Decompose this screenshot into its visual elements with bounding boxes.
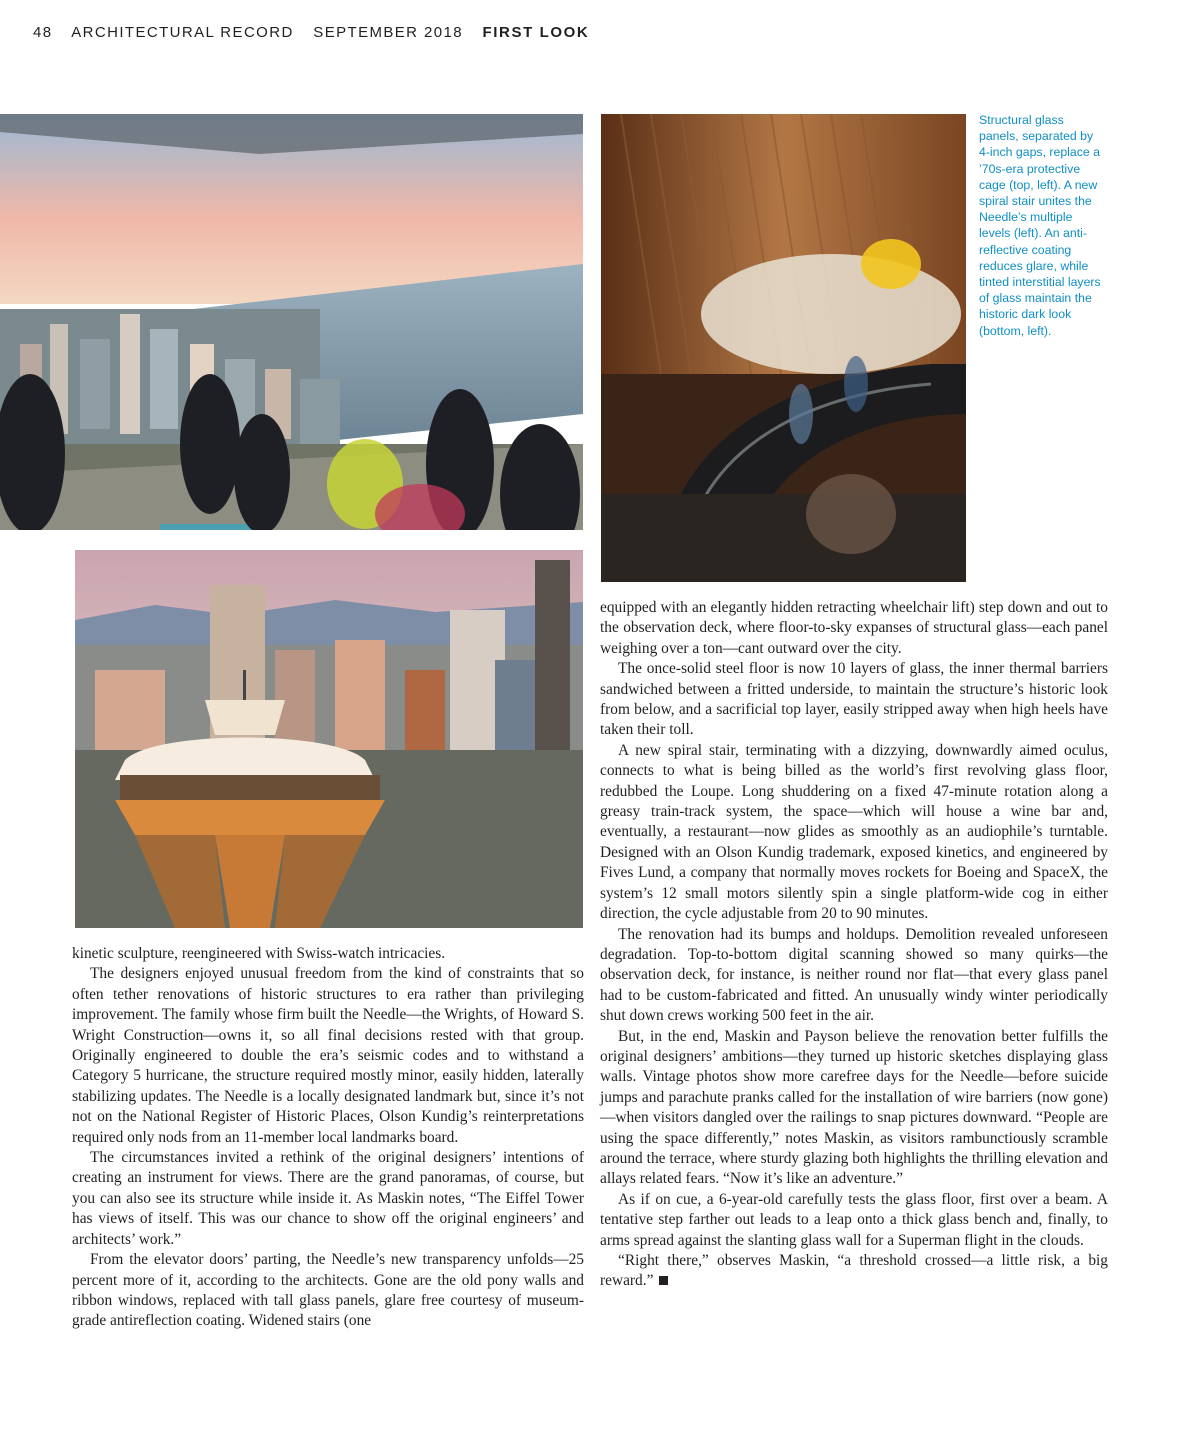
paragraph: The renovation had its bumps and holdups. Demolition revealed unforeseen degradation. Top-to-bottom digital scanning showed so many quirks—the observation deck, for instance, is neither round nor flat—that every glass panel had to be custom-fabricated and fitted. An unusually windy winter periodically shut down crews working 500 feet in the air.	[600, 925, 1108, 1025]
issue-date: SEPTEMBER 2018	[313, 24, 463, 41]
article-column-left	[72, 944, 584, 1332]
end-mark-icon	[659, 1276, 668, 1285]
final-paragraph-text: “Right there,” observes Maskin, “a threshold crossed—a little risk, a big reward.”	[600, 1252, 1108, 1290]
final-paragraph	[600, 1251, 1108, 1292]
page-number: 48	[33, 24, 53, 41]
running-header	[33, 24, 603, 46]
paragraph: equipped with an elegantly hidden retracting wheelchair lift) step down and out to the observation deck, where floor-to-sky expanses of structural glass—each panel weighing over a ton—cant outward over the city.	[600, 599, 1108, 657]
paragraph: The circumstances invited a rethink of the original designers’ intentions of creating an instrument for views. There are the grand panoramas, of course, but you can also see its structure while inside it. As Maskin notes, “The Eiffel Tower has views of itself. This was our chance to show off the original engineers’ and architects’ work.”	[72, 1149, 584, 1248]
space-needle-photo	[75, 550, 583, 928]
section-name: FIRST LOOK	[482, 24, 590, 41]
photo-caption: Structural glass panels, separated by 4-inch gaps, replace a ’70s-era protective cage (top, left). A new spiral stair unites the Needle’s multiple levels (left). An anti-reflective coating reduces glare, while tinted interstitial layers of glass maintain the historic dark look (bottom, left).	[979, 113, 1101, 338]
paragraph: From the elevator doors’ parting, the Needle’s new transparency unfolds—25 percent more of it, according to the architects. Gone are the old pony walls and ribbon windows, replaced with tall glass panels, glare free courtesy of museum-grade antireflection coating. Widened stairs (one	[72, 1251, 584, 1330]
paragraph: The once-solid steel floor is now 10 layers of glass, the inner thermal barriers sandwiched between a fritted underside, to maintain the structure’s historic look from below, and a sacrificial top layer, easily stripped away when high heels have taken their toll.	[600, 660, 1108, 739]
paragraph: A new spiral stair, terminating with a dizzying, downwardly aimed oculus, connects to what is being billed as the world’s first revolving glass floor, redubbed the Loupe. Long shuddering on a fixed 47-minute rotation along a greasy train-track system, the space—which will house a wine bar and, eventually, a restaurant—now glides as smoothly as an audiophile’s turntable. Designed with an Olson Kundig trademark, exposed kinetics, and engineered by Fives Lund, a company that normally moves rockets for Boeing and SpaceX, the system’s 12 small motors silently spin a single platform-wide cog in either direction, the cycle adjustable from 20 to 90 minutes.	[600, 741, 1108, 923]
paragraph: As if on cue, a 6-year-old carefully tests the glass floor, first over a beam. A tentative step farther out leads to a leap onto a thick glass bench and, finally, to arms spread against the slanting glass wall for a Superman flight in the clouds.	[600, 1190, 1108, 1249]
spiral-stair-photo	[601, 114, 966, 582]
observation-deck-photo	[0, 114, 583, 530]
paragraph: But, in the end, Maskin and Payson believe the renovation better fulfills the original designers’ ambitions—they turned up historic sketches displaying glass walls. Vintage photos show more carefree days for the Needle—before suicide jumps and parachute pranks called for the installation of wire barriers (now gone)—when visitors dangled over the railings to snap pictures downward. “People are using the space differently,” notes Maskin, as visitors rambunctiously scramble around the terrace, where sturdy glazing both highlights the thrilling elevation and allays related fears. “Now it’s like an adventure.”	[600, 1027, 1108, 1188]
paragraph: kinetic sculpture, reengineered with Swiss-watch intricacies.	[72, 945, 446, 962]
paragraph: The designers enjoyed unusual freedom from the kind of constraints that so often tether renovations of historic structures to era rather than privileging improvement. The family whose firm built the Needle—the Wrights, of Howard S. Wright Construction—owns it, so all final decisions rested with that group. Originally engineered to double the era’s seismic codes and to withstand a Category 5 hurricane, the structure required mostly minor, easily hidden, laterally stabilizing updates. The Needle is a locally designated landmark but, since it’s not not on the National Register of Historic Places, Olson Kundig’s reinterpretations required only nods from an 11-member local landmarks board.	[72, 965, 584, 1146]
magazine-name: ARCHITECTURAL RECORD	[71, 24, 294, 41]
article-column-right	[600, 598, 1108, 1292]
